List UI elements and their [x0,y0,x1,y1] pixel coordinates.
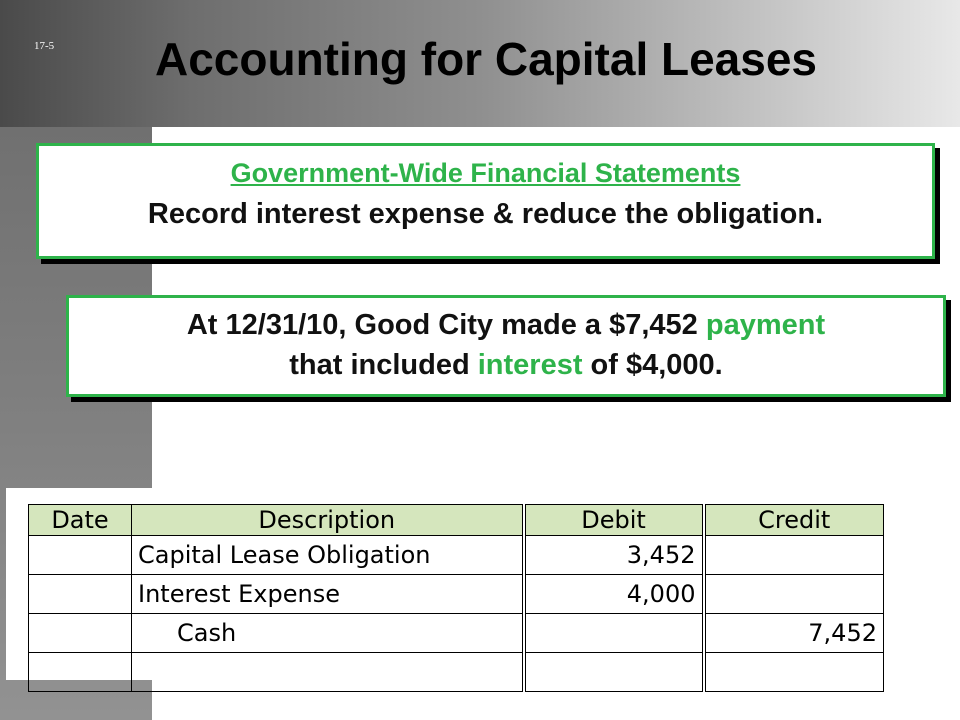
slide-number: 17-5 [34,40,55,52]
payment-highlight: payment [705,309,826,341]
payment-text-part3: of $4,000. [582,349,723,381]
payment-text-part2: that included [289,349,478,381]
cell-date [29,575,132,614]
callout-heading: Government-Wide Financial Statements [230,158,741,188]
table-header-row [29,505,884,536]
cell-date [29,536,132,575]
journal-entry-panel [6,488,960,680]
table-row [29,614,884,653]
cell-debit: 3,452 [524,536,704,575]
callout-text: Record interest expense & reduce the obligation. [147,198,824,230]
header-description: Description [132,505,524,536]
cell-credit: 7,452 [704,614,884,653]
payment-callout [66,295,946,397]
slide-title: Accounting for Capital Leases [155,33,818,85]
table-row [29,575,884,614]
cell-date [29,614,132,653]
interest-highlight: interest [477,349,583,381]
cell-description: Capital Lease Obligation [132,536,524,575]
cell-description: Cash [132,614,524,653]
cell-debit: 4,000 [524,575,704,614]
government-wide-callout [36,143,935,259]
cell-credit [704,575,884,614]
table-row [29,653,884,692]
cell-description: Interest Expense [132,575,524,614]
cell-debit [524,653,704,692]
header-credit: Credit [704,505,884,536]
cell-credit [704,536,884,575]
cell-description [132,653,524,692]
header-debit: Debit [524,505,704,536]
cell-debit [524,614,704,653]
table-row [29,536,884,575]
cell-credit [704,653,884,692]
header-date: Date [29,505,132,536]
payment-text-part1: At 12/31/10, Good City made a $7,452 [186,309,706,341]
journal-entry-table [28,504,884,692]
cell-date [29,653,132,692]
